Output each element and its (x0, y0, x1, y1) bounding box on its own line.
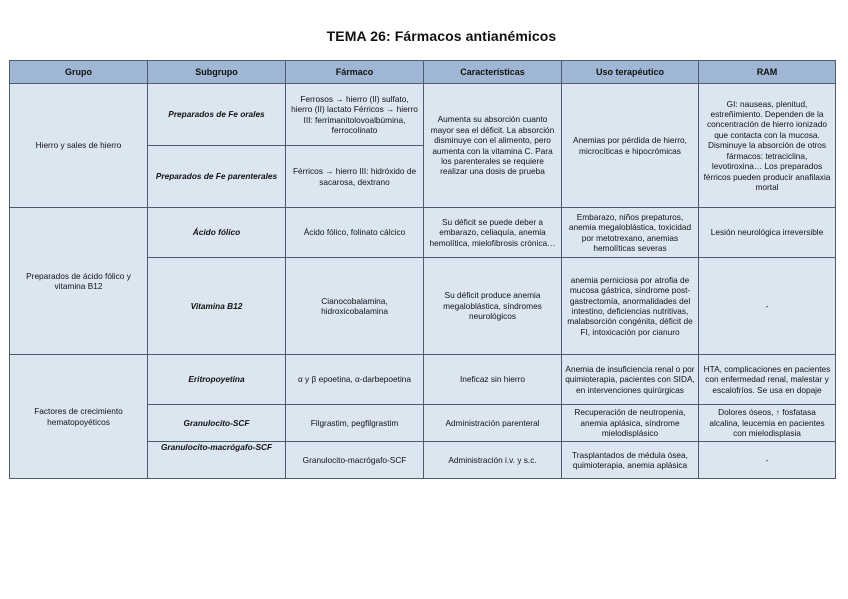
drug-cell: Cianocobalamina, hidroxicobalamina (286, 258, 424, 355)
subgroup-cell: Ácido fólico (148, 208, 286, 258)
subgroup-cell: Vitamina B12 (148, 258, 286, 355)
header-caracteristicas: Características (424, 61, 562, 84)
adverse-reactions-cell: - (699, 442, 836, 479)
characteristics-cell: Su déficit se puede deber a embarazo, celiaquía, anemia hemolítica, mielofibrosis crónica… (424, 208, 562, 258)
header-subgrupo: Subgrupo (148, 61, 286, 84)
subgroup-cell: Preparados de Fe parenterales (148, 146, 286, 208)
drug-table (9, 60, 836, 479)
therapeutic-use-cell: Recuperación de neutropenia, anemia aplásica, síndrome mielodisplásico (562, 405, 699, 442)
characteristics-cell: Aumenta su absorción cuanto mayor sea el déficit. La absorción disminuye con el alimento, pero aumenta con la vitamina C. Para los parenterales se requiere realizar una dosis de prueba (424, 84, 562, 208)
therapeutic-use-cell: Anemia de insuficiencia renal o por quimioterapia, pacientes con SIDA, en intervenciones quirúrgicas (562, 355, 699, 405)
drug-cell: Ferrosos → hierro (II) sulfato, hierro (II) lactato Férricos → hierro III: ferrimanitolovoalbúmina, ferrocolinato (286, 84, 424, 146)
header-farmaco: Fármaco (286, 61, 424, 84)
therapeutic-use-cell: Embarazo, niños prepaturos, anemia megaloblástica, toxicidad por metotrexano, anemias hemolíticas severas (562, 208, 699, 258)
header-grupo: Grupo (10, 61, 148, 84)
header-uso-terapeutico: Uso terapéutico (562, 61, 699, 84)
therapeutic-use-cell: Trasplantados de médula ósea, quimioterapia, anemia aplásica (562, 442, 699, 479)
header-ram: RAM (699, 61, 836, 84)
subgroup-cell: Preparados de Fe orales (148, 84, 286, 146)
therapeutic-use-cell: Anemias por pérdida de hierro, microcíticas e hipocrómicas (562, 84, 699, 208)
drug-cell: α y β epoetina, α-darbepoetina (286, 355, 424, 405)
adverse-reactions-cell: GI: nauseas, plenitud, estreñimiento. Dependen de la concentración de hierro ionizado que contacta con la mucosa. Disminuye la absorción de otros fármacos: tetraciclina, levotiroxina… Los preparados férricos pueden producir anafilaxia mortal (699, 84, 836, 208)
characteristics-cell: Administración i.v. y s.c. (424, 442, 562, 479)
adverse-reactions-cell: HTA, complicaciones en pacientes con enfermedad renal, malestar y escalofríos. Se usa en dopaje (699, 355, 836, 405)
drug-cell: Férricos → hierro III: hidróxido de sacarosa, dextrano (286, 146, 424, 208)
subgroup-cell: Granulocito-SCF (148, 405, 286, 442)
group-cell: Factores de crecimiento hematopoyéticos (10, 355, 148, 479)
characteristics-cell: Administración parenteral (424, 405, 562, 442)
header-row (10, 61, 836, 84)
adverse-reactions-cell: Lesión neurológica irreversible (699, 208, 836, 258)
subgroup-cell: Eritropoyetina (148, 355, 286, 405)
therapeutic-use-cell: anemia perniciosa por atrofia de mucosa gástrica, síndrome post-gastrectomía, anormalidades del intestino, deficiencias nutritivas, malabsorción congénita, déficit de FI, intoxicación por cianuro (562, 258, 699, 355)
drug-cell: Ácido fólico, folinato cálcico (286, 208, 424, 258)
table-row (10, 355, 836, 405)
drug-cell: Filgrastim, pegfilgrastim (286, 405, 424, 442)
characteristics-cell: Su déficit produce anemia megaloblástica, síndromes neurológicos (424, 258, 562, 355)
adverse-reactions-cell: Dolores óseos, ↑ fosfatasa alcalina, leucemia en pacientes con mielodisplasia (699, 405, 836, 442)
group-cell: Hierro y sales de hierro (10, 84, 148, 208)
characteristics-cell: Ineficaz sin hierro (424, 355, 562, 405)
page-title: TEMA 26: Fármacos antianémicos (326, 28, 557, 44)
group-cell: Preparados de ácido fólico y vitamina B12 (10, 208, 148, 355)
table-row (10, 84, 836, 146)
table-row (10, 208, 836, 258)
subgroup-cell: Granulocito-macrógafo-SCF (148, 442, 286, 479)
drug-cell: Granulocito-macrógafo-SCF (286, 442, 424, 479)
adverse-reactions-cell: - (699, 258, 836, 355)
